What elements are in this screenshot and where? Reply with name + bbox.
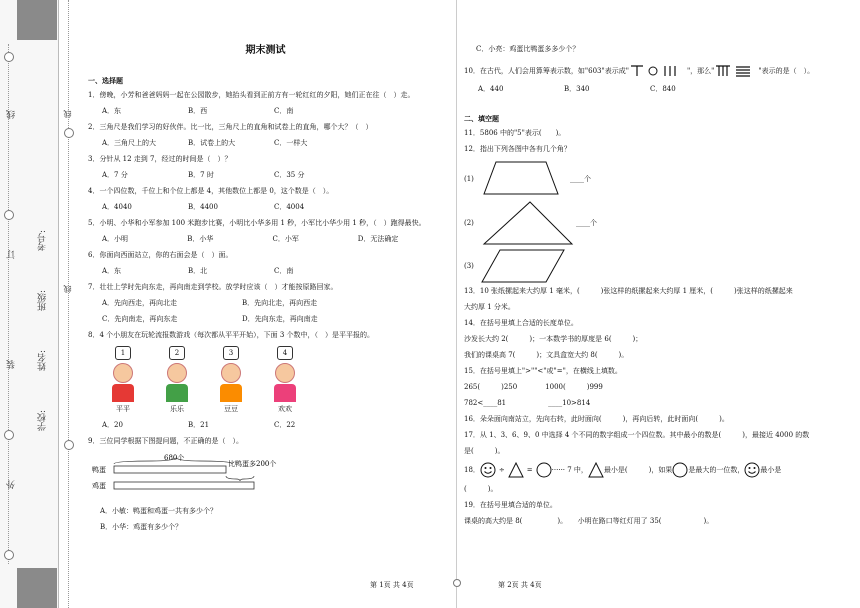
option: D．无法确定	[357, 235, 399, 243]
q18-num: 18．	[464, 466, 480, 474]
option: C．一样大	[274, 139, 308, 147]
q10-text-c: "表示的是（ ）。	[758, 67, 815, 75]
chicken-bar	[114, 482, 254, 489]
kid-face	[221, 363, 241, 383]
question-10	[464, 64, 834, 78]
footer-right: 第 2页 共 4页	[498, 581, 542, 589]
footer-divider-dot	[453, 579, 461, 587]
inner-line-char-2: 线	[63, 285, 72, 293]
kid-number: 4	[277, 346, 293, 360]
options-6	[102, 266, 443, 276]
exam-title: 期末测试	[245, 45, 286, 56]
option: B．21	[188, 421, 210, 429]
option: C．22	[274, 421, 296, 429]
options-5	[102, 234, 443, 244]
kid-huanhuan	[262, 346, 308, 414]
option: B．4400	[188, 203, 218, 211]
trapezoid-icon	[480, 160, 570, 198]
option: A．7 分	[102, 171, 128, 179]
gutter-hole	[4, 550, 14, 560]
option: B．小华	[187, 235, 214, 243]
option: A．东	[102, 107, 122, 115]
question-5: 5．小明、小华和小军参加 100 米跑步比赛，小明比小华多用 1 秒，小军比小华少用 1 秒，（ ）跑得最快。	[88, 219, 426, 227]
kid-doudou	[208, 346, 254, 414]
gutter-bottom-block	[17, 568, 57, 608]
options-4	[102, 202, 443, 212]
kid-pingping	[100, 346, 146, 414]
option: D．先向东走，再向南走	[242, 315, 318, 323]
question-14-b: 我们的课桌高 7( )；文具盒宽大约 8( )。	[464, 351, 629, 359]
question-12: 12．指出下列各图中各有几个角？	[464, 145, 571, 153]
option: C．小军	[272, 235, 299, 243]
question-15-b: 782<____81 ____10>814	[464, 399, 591, 407]
q18-text-g: 最小是	[760, 466, 782, 474]
rod-number-icon	[714, 64, 758, 78]
name-label: 姓名:	[38, 350, 48, 372]
option: A．小明	[102, 235, 129, 243]
question-13-b: 大约厚 1 分米。	[464, 303, 515, 311]
question-7: 7．壮壮上学时先向东走，再向南走到学校。放学时应该（ ）才能按原路回家。	[88, 283, 338, 291]
egg-bar-diagram	[92, 452, 332, 500]
inner-cut-line	[68, 0, 71, 608]
total-label: 680个	[164, 454, 185, 462]
kid-face	[113, 363, 133, 383]
kid-name: 欢欢	[278, 405, 292, 413]
parallelogram-icon	[480, 248, 570, 284]
question-14: 14．在括号里填上合适的长度单位。	[464, 319, 578, 327]
question-17-b: 是( )。	[464, 447, 505, 455]
question-4: 4．一个四位数，千位上和个位上都是 4，其他数位上都是 0，这个数是（ ）。	[88, 187, 334, 195]
equal-sign: =	[526, 466, 533, 474]
class-label: 班级:	[38, 290, 48, 312]
option: C．35 分	[274, 171, 305, 179]
question-16: 16．朵朵面向南站立，先向右转，此时面向( )，再向后转，此时面向( )。	[464, 415, 729, 423]
section-fill: 二、填空题	[464, 115, 499, 123]
shape-row-3	[464, 248, 834, 284]
option: C．4004	[274, 203, 305, 211]
question-1: 1．傍晚，小芳和爸爸妈妈一起在公园散步，她抬头看到正前方有一轮红红的夕阳，她们正在往（ ）走。	[88, 91, 415, 99]
page-left	[88, 0, 443, 538]
kid-lele	[154, 346, 200, 414]
question-17: 17．从 1、3、6、9、0 中选择 4 个不同的数字组成一个四位数。其中最小的数是( )，最接近 4000 的数	[464, 431, 810, 439]
question-9-b: B．小华：鸡蛋有多少个？	[100, 523, 183, 531]
option: B．7 时	[188, 171, 214, 179]
kid-number: 3	[223, 346, 239, 360]
option: A．先向西走，再向北走	[102, 299, 178, 307]
gutter-out-char: 外	[7, 480, 17, 489]
options-7a	[102, 298, 443, 308]
circle-symbol-icon	[536, 462, 552, 478]
shape-row-1	[464, 160, 834, 198]
shape-label: (1)	[464, 175, 474, 183]
q18-remainder: ······ 7 中，	[551, 466, 588, 474]
kid-face	[275, 363, 295, 383]
q10-text-a: 10．在古代，人们会用算筹表示数，如"603"表示成"	[464, 67, 629, 75]
school-label: 学校:	[38, 410, 48, 432]
triangle-symbol-icon	[508, 462, 524, 478]
page-divider	[456, 0, 457, 608]
section-choice: 一、选择题	[88, 77, 123, 85]
exam-no-label: 考号:	[38, 230, 48, 252]
gutter-top-block	[17, 0, 57, 40]
chicken-label: 鸡蛋	[92, 482, 106, 490]
question-19-a: 课桌的高大约是 8( )。 小明在路口等红灯用了 35( )。	[464, 517, 714, 525]
rod-603-icon	[629, 64, 687, 78]
option: B．先向北走，再向西走	[242, 299, 318, 307]
kid-body	[166, 384, 188, 402]
duck-label: 鸭蛋	[92, 466, 106, 474]
shape-label: (3)	[464, 262, 474, 270]
option: C．先向南走，再向东走	[102, 315, 178, 323]
kid-number: 1	[115, 346, 131, 360]
kid-body	[220, 384, 242, 402]
triangle-icon	[480, 200, 576, 246]
question-3: 3．分针从 12 走到 7，经过的时间是（ ）？	[88, 155, 232, 163]
smiley-icon	[744, 462, 760, 478]
options-2	[102, 138, 443, 148]
footer-left: 第 1页 共 4页	[370, 581, 414, 589]
divide-sign: ÷	[498, 466, 505, 474]
kid-number: 2	[169, 346, 185, 360]
question-9-a: A．小敏：鸭蛋和鸡蛋一共有多少个？	[100, 507, 218, 515]
option: A．440	[478, 85, 504, 93]
duck-bar	[114, 466, 226, 473]
kid-name: 乐乐	[170, 405, 184, 413]
inner-hole	[64, 440, 74, 450]
question-14-a: 沙发长大约 2( )；一本数学书的厚度是 6( )；	[464, 335, 643, 343]
kid-face	[167, 363, 187, 383]
binding-gutter	[0, 0, 59, 608]
gutter-hole	[4, 210, 14, 220]
question-6: 6．你面向西面站立，你的右面会是（ ）面。	[88, 251, 233, 259]
q18-text-e: 最小是( )，如果	[603, 466, 673, 474]
triangle-symbol-icon	[588, 462, 604, 478]
gutter-hole	[4, 52, 14, 62]
question-15: 15．在括号里填上">""<"或"="，在横线上填数。	[464, 367, 622, 375]
question-18	[464, 462, 834, 478]
gutter-order-char: 订	[7, 250, 17, 259]
question-2: 2．三角尺是我们学习的好伙伴。比一比，三角尺上的直角和试卷上的直角，哪个大？（ ）	[88, 123, 373, 131]
kid-name: 豆豆	[224, 405, 238, 413]
inner-hole	[64, 128, 74, 138]
more-label: 比鸭蛋多200个	[228, 460, 277, 468]
question-15-a: 265( )250 1000( )999	[464, 383, 603, 391]
kid-body	[274, 384, 296, 402]
question-18-b: ( )。	[464, 485, 498, 493]
question-19: 19．在括号里填合适的单位。	[464, 501, 557, 509]
option: A．东	[102, 267, 122, 275]
smiley-icon	[480, 462, 496, 478]
kid-name: 平平	[116, 405, 130, 413]
option: A．4040	[102, 203, 132, 211]
options-8	[102, 420, 443, 430]
option: B．北	[188, 267, 208, 275]
q10-text-b: "，那么"	[686, 67, 715, 75]
gutter-hole	[4, 430, 14, 440]
option: B．西	[188, 107, 208, 115]
question-13: 13．10 张纸摞起来大约厚 1 毫米，( )张这样的纸摞起来大约厚 1 厘米，( )张这样的纸摞起来	[464, 287, 793, 295]
option: B．340	[564, 85, 590, 93]
inner-line-char: 线	[63, 110, 72, 118]
circle-symbol-icon	[672, 462, 688, 478]
page-right	[464, 0, 834, 532]
kid-body	[112, 384, 134, 402]
option: A．20	[102, 421, 123, 429]
options-7b	[102, 314, 443, 324]
kids-figure	[100, 346, 443, 414]
option: B．试卷上的大	[188, 139, 236, 147]
question-8: 8．4 个小朋友在玩轮流报数游戏（每次都从平平开始），下面 3 个数中，（ ）是平平报的。	[88, 331, 375, 339]
shape-label: (2)	[464, 219, 474, 227]
question-9-c: C．小亮：鸡蛋比鸭蛋多多少个？	[476, 45, 580, 53]
question-9: 9．三位同学根据下图提问题，不正确的是（ ）。	[88, 437, 243, 445]
gutter-line-char: 线	[7, 110, 17, 119]
question-11: 11．5806 中的"5"表示( )。	[464, 129, 566, 137]
gutter-fold-char: 装	[7, 360, 17, 369]
options-10	[478, 84, 834, 94]
shape-row-2	[464, 200, 834, 246]
option: A．三角尺上的大	[102, 139, 157, 147]
q18-text-f: 是最大的一位数，	[688, 466, 745, 474]
option: C．南	[274, 267, 294, 275]
option: C．南	[274, 107, 294, 115]
blank: ____个	[576, 219, 597, 227]
options-1	[102, 106, 443, 116]
options-3	[102, 170, 443, 180]
blank: ____个	[570, 175, 591, 183]
diff-brace	[226, 476, 254, 481]
option: C．840	[650, 85, 676, 93]
